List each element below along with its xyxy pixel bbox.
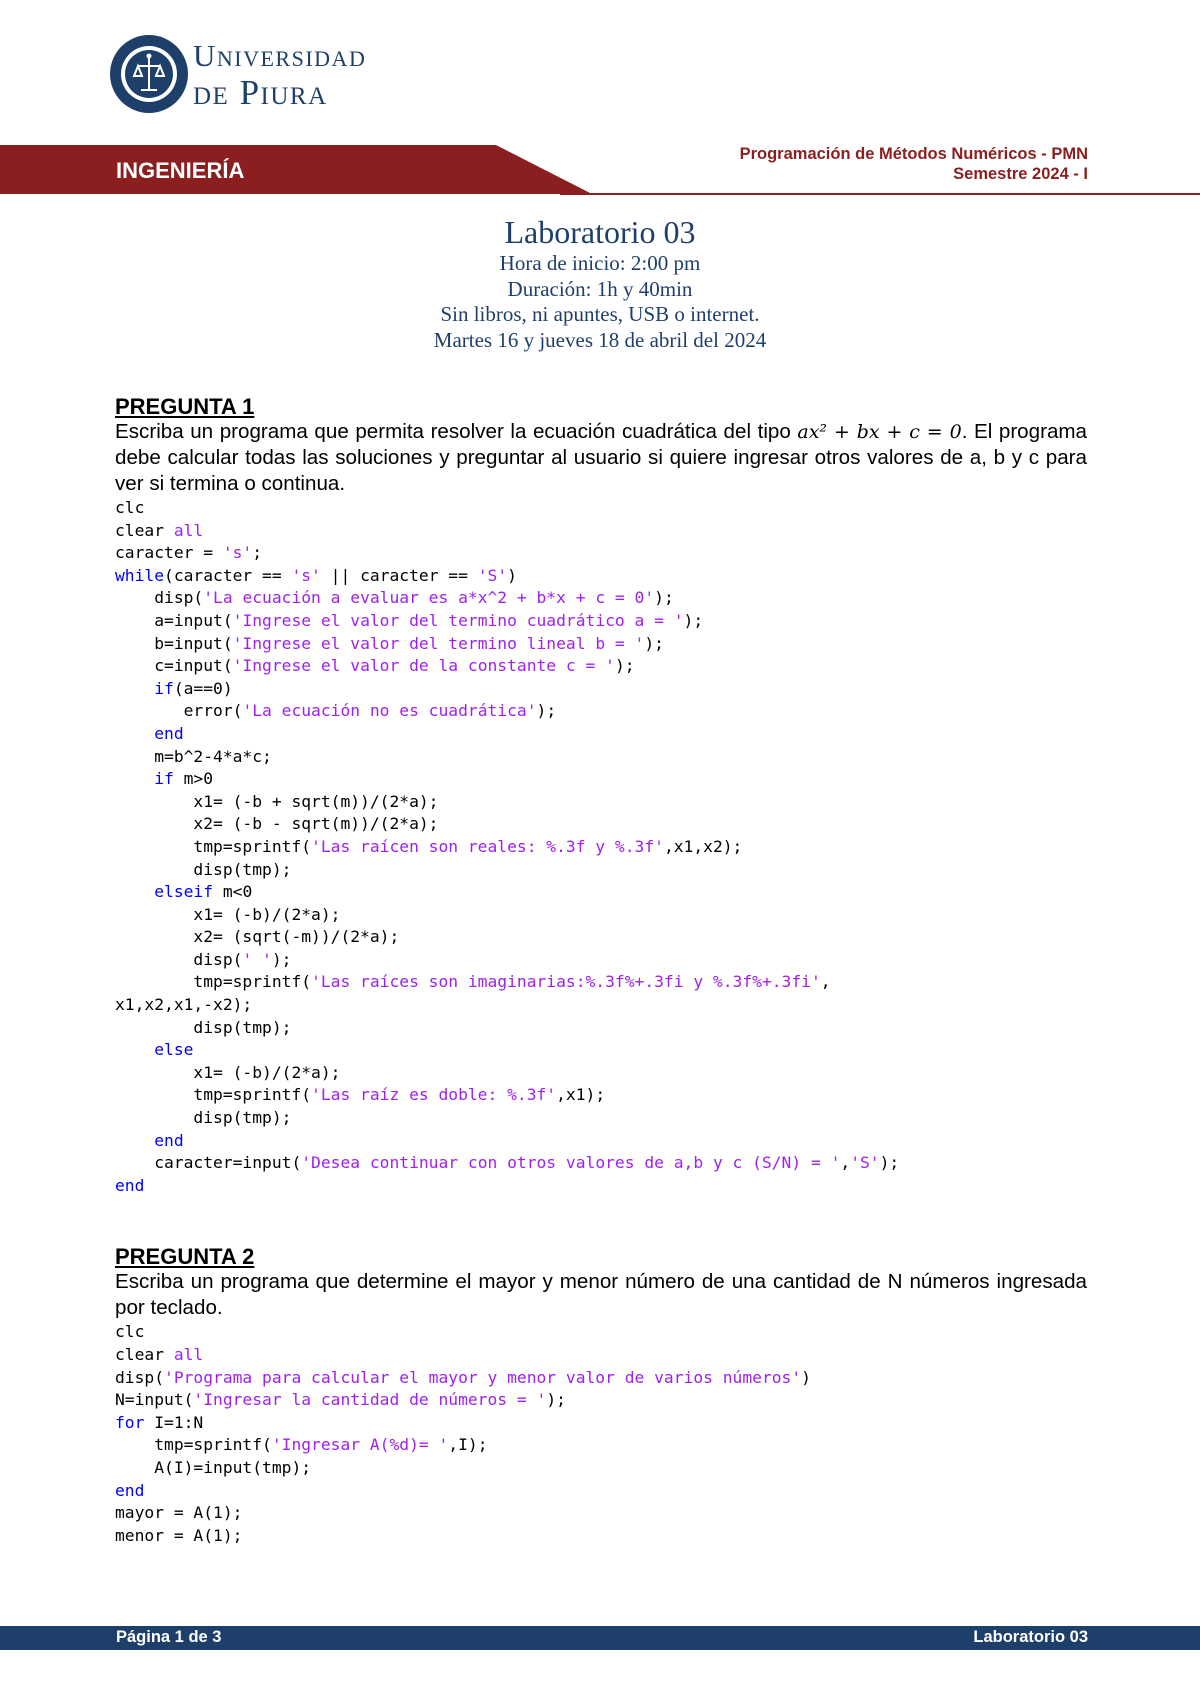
code-string: 'Ingrese el valor del termino lineal b = ': [232, 633, 645, 653]
footer-lab-label: Laboratorio 03: [973, 1628, 1088, 1646]
university-name-line2: de Piura: [193, 73, 328, 112]
code-line: [115, 1084, 1087, 1107]
code-text: (caracter ==: [164, 565, 292, 585]
code-line: [115, 1175, 1087, 1198]
question-1-text-before: Escriba un programa que permita resolver la ecuación cuadrática del tipo: [115, 420, 798, 443]
code-text: A(I)=input(tmp);: [115, 1457, 312, 1477]
course-info: [740, 144, 1088, 184]
code-text: );: [879, 1153, 900, 1173]
code-text: ,x1);: [556, 1085, 606, 1105]
code-line: [115, 1434, 1087, 1457]
code-keyword: end: [115, 1480, 145, 1500]
code-text: disp(: [115, 1367, 165, 1387]
code-line: [115, 859, 1087, 882]
page-number: Página 1 de 3: [116, 1628, 222, 1646]
code-string: 'S': [850, 1153, 880, 1173]
code-keyword: elseif: [154, 882, 214, 902]
code-line: [115, 881, 1087, 904]
lab-title: Laboratorio 03: [504, 214, 696, 250]
duration: Duración: 1h y 40min: [507, 276, 693, 301]
code-string: 'La ecuación no es cuadrática': [242, 701, 537, 721]
code-text: disp(tmp);: [115, 1108, 292, 1128]
code-text: [115, 882, 154, 901]
rules: Sin libros, ni apuntes, USB o internet.: [440, 302, 760, 326]
code-text: disp(tmp);: [115, 1017, 292, 1037]
code-text: [115, 679, 154, 698]
code-string: 'S': [477, 565, 508, 585]
code-line: [115, 633, 1087, 656]
code-text: c=input(: [115, 656, 233, 676]
code-line: [115, 497, 1087, 520]
code-text: [115, 769, 154, 788]
code-line: [115, 565, 1087, 588]
code-line: [115, 949, 1087, 972]
code-text: a=input(: [115, 610, 233, 630]
code-text: );: [683, 610, 704, 630]
code-string: 'Ingrese el valor de la constante c = ': [232, 656, 615, 676]
code-text: x1= (-b)/(2*a);: [115, 904, 341, 924]
university-seal-logo: [108, 28, 190, 120]
code-string: 'Programa para calcular el mayor y menor valor de varios números': [164, 1367, 802, 1387]
question-1-text-after: . El programa debe calcular todas las soluciones y preguntar al usuario si quiere ingresar otros valores de a, b y c para ver si termina o continua.: [115, 420, 1088, 495]
department-label: INGENIERÍA: [116, 158, 245, 183]
page-footer: [0, 1626, 1200, 1650]
code-text: tmp=sprintf(: [115, 972, 312, 992]
code-line: [115, 655, 1087, 678]
code-text: ): [801, 1367, 811, 1387]
code-line: [115, 520, 1087, 543]
code-line: [115, 1130, 1087, 1153]
code-line: [115, 904, 1087, 927]
code-line: [115, 1152, 1087, 1175]
code-line: [115, 1480, 1087, 1503]
code-line: [115, 926, 1087, 949]
code-text: clear: [115, 520, 174, 540]
code-string: all: [173, 520, 204, 540]
question-1-text: [115, 419, 1087, 497]
code-text: ,I);: [448, 1435, 488, 1455]
code-line: [115, 1062, 1087, 1085]
code-line: [115, 1457, 1087, 1480]
code-text: [115, 1131, 154, 1150]
code-string: 'Desea continuar con otros valores de a,b y c (S/N) = ': [301, 1153, 841, 1173]
code-string: 's': [291, 565, 321, 585]
code-line: [115, 836, 1087, 859]
question-1-heading: PREGUNTA 1: [115, 394, 255, 419]
code-text: x2= (-b - sqrt(m))/(2*a);: [115, 814, 439, 834]
question-2-text: Escriba un programa que determine el mayor y menor número de una cantidad de N números ingresada por teclado.: [115, 1270, 1087, 1320]
code-string: 'Ingresar la cantidad de números = ': [193, 1390, 547, 1410]
code-keyword: while: [115, 565, 165, 585]
semester: Semestre 2024 - I: [953, 165, 1088, 183]
code-keyword: for: [115, 1412, 145, 1432]
quadratic-equation: ax² + bx + c = 0: [797, 421, 962, 443]
code-text: ;: [252, 543, 263, 563]
code-text: (a==0): [173, 678, 233, 698]
code-text: disp(: [115, 949, 243, 969]
code-text: clc: [115, 1322, 145, 1342]
code-line: [115, 746, 1087, 769]
code-text: error(: [115, 701, 243, 721]
code-keyword: if: [154, 678, 174, 698]
code-string: all: [173, 1345, 204, 1364]
code-string: 's': [222, 543, 253, 563]
code-string: 'Las raíces son imaginarias:%.3f%+.3fi y %.3f%+.3fi': [311, 972, 821, 992]
code-text: m<0: [213, 882, 253, 902]
code-text: [115, 1040, 154, 1059]
code-text: menor = A(1);: [115, 1525, 243, 1545]
code-text: ): [507, 565, 517, 585]
code-string: 'La ecuación a evaluar es a*x^2 + b*x + c = 0': [203, 588, 655, 608]
code-text: clear: [115, 1345, 174, 1364]
code-line: [115, 1107, 1087, 1130]
code-string: 'Las raícen son reales: %.3f y %.3f': [311, 836, 664, 856]
code-string: ' ': [242, 949, 272, 969]
code-text: );: [644, 633, 664, 653]
code-text: m>0: [173, 769, 214, 789]
code-line: [115, 1367, 1087, 1390]
code-text: caracter =: [115, 543, 223, 563]
code-line: [115, 610, 1087, 633]
code-text: tmp=sprintf(: [115, 1435, 272, 1455]
code-line: [115, 1502, 1087, 1525]
start-time: Hora de inicio: 2:00 pm: [499, 251, 701, 275]
code-text: x1,x2,x1,-x2);: [115, 995, 253, 1015]
code-keyword: end: [115, 1175, 145, 1195]
code-line: [115, 1344, 1087, 1367]
code-line: [115, 1039, 1087, 1062]
code-text: clc: [115, 498, 145, 517]
code-text: || caracter ==: [320, 565, 478, 585]
code-line: [115, 1412, 1087, 1435]
code-line: [115, 971, 1087, 994]
code-text: m=b^2-4*a*c;: [115, 746, 272, 766]
code-keyword: else: [154, 1040, 194, 1060]
code-keyword: end: [154, 1130, 184, 1150]
code-text: tmp=sprintf(: [115, 836, 312, 856]
code-text: );: [546, 1390, 566, 1410]
code-text: ,: [840, 1153, 851, 1173]
code-line: [115, 723, 1087, 746]
code-text: );: [614, 656, 635, 676]
university-name-line1: Universidad: [193, 38, 367, 73]
code-line: [115, 813, 1087, 836]
code-line: [115, 1525, 1087, 1548]
title-block: [0, 213, 1200, 353]
code-string: 'Las raíz es doble: %.3f': [311, 1085, 557, 1105]
code-line: [115, 1321, 1087, 1344]
code-keyword: if: [154, 769, 174, 789]
code-string: 'Ingresar A(%d)= ': [271, 1435, 449, 1455]
code-text: b=input(: [115, 633, 233, 653]
question-2-code: [115, 1321, 1087, 1547]
code-text: caracter=input(: [115, 1153, 302, 1173]
code-text: ,x1,x2);: [663, 836, 743, 856]
code-text: disp(: [115, 588, 204, 608]
code-line: [115, 542, 1087, 565]
question-1-code: [115, 497, 1087, 1197]
code-text: [115, 724, 154, 743]
exam-date: Martes 16 y jueves 18 de abril del 2024: [433, 327, 767, 352]
code-text: );: [536, 701, 557, 721]
code-text: ,: [820, 972, 831, 992]
code-text: disp(tmp);: [115, 859, 292, 879]
code-line: [115, 791, 1087, 814]
university-name: [193, 40, 366, 110]
code-keyword: end: [154, 723, 184, 743]
code-line: [115, 678, 1087, 701]
code-line: [115, 700, 1087, 723]
page-content: [115, 395, 1087, 1547]
code-text: I=1:N: [144, 1412, 204, 1432]
question-2-heading: PREGUNTA 2: [115, 1244, 255, 1270]
code-text: );: [271, 949, 292, 969]
code-line: [115, 994, 1087, 1017]
course-name: Programación de Métodos Numéricos - PMN: [739, 145, 1088, 163]
code-line: [115, 768, 1087, 791]
code-line: [115, 1389, 1087, 1412]
code-text: tmp=sprintf(: [115, 1085, 312, 1105]
code-text: x2= (sqrt(-m))/(2*a);: [115, 927, 400, 947]
code-text: N=input(: [115, 1390, 194, 1410]
code-text: x1= (-b)/(2*a);: [115, 1062, 341, 1082]
code-text: );: [654, 588, 674, 608]
code-line: [115, 1017, 1087, 1040]
code-line: [115, 587, 1087, 610]
code-string: 'Ingrese el valor del termino cuadrático a = ': [232, 610, 684, 630]
code-text: x1= (-b + sqrt(m))/(2*a);: [115, 791, 439, 811]
code-text: mayor = A(1);: [115, 1503, 243, 1523]
